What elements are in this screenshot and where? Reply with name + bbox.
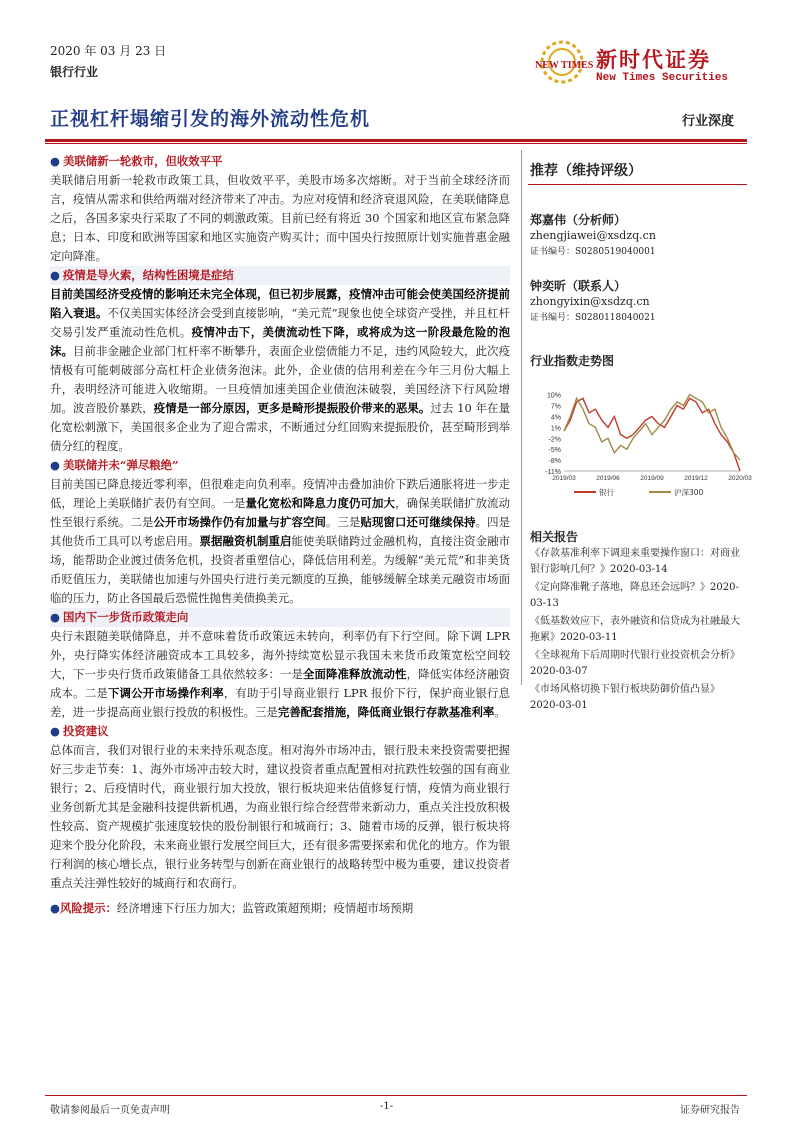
analyst-name: 郑嘉伟（分析师）: [530, 213, 627, 227]
body-text: 。: [494, 705, 506, 719]
header-rule-thin: [45, 143, 747, 144]
y-tick-label: -2%: [548, 436, 561, 444]
bullet-icon: ●: [50, 901, 60, 915]
bullet-icon: ●: [50, 610, 60, 624]
logo-mark-text: NEW TIMES: [535, 60, 594, 71]
bullet-icon: ●: [50, 268, 60, 282]
logo-emblem-icon: [532, 38, 592, 90]
body-text: 目前美国已降息接近零利率，但很难走向负利率。疫情冲击叠加油价下跌后通胀将进一步走低，理论上美联储扩表仍有空间。一是: [50, 477, 510, 510]
chart-title: 行业指数走势图: [530, 354, 615, 368]
emphasis-text: 贴现窗口还可继续保持: [360, 515, 476, 529]
x-tick-label: 2019/12: [684, 475, 708, 482]
x-tick-label: 2019/09: [640, 475, 664, 482]
analyst-cert: 证书编号：S0280118040021: [530, 313, 656, 323]
analyst-email[interactable]: zhongyixin@xsdzq.cn: [530, 295, 650, 308]
emphasis-text: 量化宽松和降息力度仍可加大: [245, 496, 396, 510]
report-type: 行业深度: [682, 114, 735, 129]
analyst-name: 钟奕昕（联系人）: [530, 279, 627, 293]
y-tick-label: 7%: [550, 403, 561, 411]
x-tick-label: 2019/06: [596, 475, 620, 482]
analyst-card: [530, 212, 656, 260]
emphasis-text: 公开市场操作仍有加量与扩容空间: [153, 515, 327, 529]
body-text: 央行未跟随美联储降息，并不意味着货币政策远未转向，利率仍有下行空间。除下调 LPR 外，央行降实体经济融资成本工具较多，海外持续宽松显示我国未来货币政策宽松空间较大，下一步央行货币政策储备工具依然较多：一是: [50, 629, 510, 681]
legend-label: 沪深300: [674, 488, 704, 497]
bullet-icon: ●: [50, 154, 60, 168]
footer-label: 证券研究报告: [680, 1105, 740, 1116]
bullet-icon: ●: [50, 724, 60, 738]
bullet-icon: ●: [50, 458, 60, 472]
body-text: 不仅美国实体经济会受到直接影响，“美元荒”现象也使全球资产受挫，并且杠杆交易引发严重流动性危机。: [50, 306, 510, 339]
body-text: ，确保美联储扩放流动性至银行系统。二是: [50, 496, 510, 529]
header-rule: [45, 139, 747, 142]
emphasis-text: 下调公开市场操作利率: [107, 686, 224, 700]
emphasis-text: 疫情冲击下，美债流动性下降，或将成为这一阶段最危险的泡沫。: [50, 325, 510, 358]
body-text: 。三是: [326, 515, 361, 529]
series-line-1: [564, 395, 740, 461]
analyst-cert: 证书编号：S0280519040001: [530, 247, 656, 257]
related-reports-title: 相关报告: [530, 530, 579, 544]
y-tick-label: -5%: [548, 447, 561, 455]
section-heading: ● 投资建议: [50, 724, 109, 738]
section-heading: ● 美联储新一轮救市，但收效平平: [50, 154, 223, 168]
footer-disclaimer: 敬请参阅最后一页免责声明: [50, 1105, 170, 1116]
x-tick-label: 2019/03: [552, 475, 576, 482]
company-logo: [532, 38, 742, 90]
body-text: 过去 10 年在量化宽松刺激下，美国很多企业为了迎合需求，不断通过分红回购来提振股价，甚至畸形到举债分红的程度。: [50, 401, 510, 453]
section-heading: ● 美联储并未“弹尽粮绝”: [50, 458, 179, 472]
risk-warning: ●风险提示：经济增速下行压力加大；监管政策超预期；疫情超市场预期: [50, 901, 414, 915]
index-trend-chart: [530, 385, 752, 505]
legend-label: 银行: [599, 488, 614, 497]
section-text: [50, 285, 510, 456]
y-tick-label: 4%: [550, 414, 561, 422]
body-text: 。四是其他货币工具可以考虑启用。: [50, 515, 510, 548]
body-text: 目前非金融企业部门杠杆率不断攀升，表面企业偿债能力不足，违约风险较大，此次疫情极有可能刺破部分高杠杆企业债务泡沫。此外，企业债的信用利差在今年三月份大幅上升，表明经济可能进入收缩期。一旦疫情加速美国企业债泡沫破裂，美国经济下行风险增加。波音股价暴跌，: [50, 344, 510, 415]
logo-english-name: New Times Securities: [596, 72, 729, 84]
section-text: [50, 475, 510, 608]
x-tick-label: 2020/03: [728, 475, 752, 482]
related-report-link[interactable]: 《存款基准利率下调迎来重要操作窗口：对商业银行影响几何？》2020-03-14: [530, 548, 740, 575]
recommendation-rule: [528, 184, 747, 185]
related-reports-list: [530, 546, 745, 716]
related-report-link[interactable]: 《定向降准靴子落地，降息还会远吗？》2020-03-13: [530, 582, 739, 609]
footer-rule: [45, 1095, 747, 1096]
related-report-link[interactable]: 《全球视角下后周期时代银行业投资机会分析》2020-03-07: [530, 650, 740, 677]
y-tick-label: -8%: [548, 458, 561, 466]
analyst-card: [530, 278, 656, 326]
emphasis-text: 票据融资机制重启: [199, 534, 292, 548]
section-text: [50, 627, 510, 722]
analyst-email[interactable]: zhengjiawei@xsdzq.cn: [530, 229, 656, 242]
body-text: ，降低实体经济融资成本。二是: [50, 667, 510, 700]
report-title: 正视杠杆塌缩引发的海外流动性危机: [50, 108, 371, 130]
main-body: [50, 152, 510, 918]
section-heading: ● 疫情是导火索，结构性困境是症结: [50, 266, 510, 285]
y-tick-label: 1%: [550, 425, 561, 433]
column-divider: [521, 150, 522, 685]
body-text: 能使美联储跨过金融机构，直接注资金融市场，能帮助企业渡过债务危机，投资者重塑信心，降低信用利差。为缓解“美元荒”和非美货币贬值压力，美联储也加速与外国央行进行美元额度的互换，能够缓解全球美元融资市场面临的压力，防止各国最后恐慌性抛售美债换美元。: [50, 534, 510, 605]
y-tick-label: 10%: [546, 392, 561, 400]
recommendation: 推荐（维持评级）: [530, 163, 642, 179]
related-report-link[interactable]: 《低基数效应下，表外融资和信贷成为社融最大拖累》2020-03-11: [530, 616, 740, 643]
report-date: 2020 年 03 月 23 日: [50, 44, 167, 58]
industry-label: 银行行业: [50, 65, 99, 79]
body-text: ，有助于引导商业银行 LPR 报价下行，保护商业银行息差，进一步提高商业银行投放的积极性。三是: [50, 686, 510, 719]
emphasis-text: 目前美国经济受疫情的影响还未完全体现，但已初步展露，疫情冲击可能会使美国经济提前陷入衰退。: [50, 287, 510, 320]
emphasis-text: 疫情是一部分原因，更多是畸形提振股价带来的恶果。: [153, 401, 431, 415]
emphasis-text: 完善配套措施，降低商业银行存款基准利率: [277, 705, 495, 719]
emphasis-text: 全面降准释放流动性: [303, 667, 407, 681]
related-report-link[interactable]: 《市场风格切换下银行板块防御价值凸显》2020-03-01: [530, 684, 720, 711]
section-text: 总体而言，我们对银行业的未来持乐观态度。相对海外市场冲击，银行股未来投资需要把握好三步走节奏：1、海外市场冲击较大时，建议投资者重点配置相对抗跌性较强的国有商业银行；2、后疫情时代，商业银行加大投放，银行板块迎来估值修复行情，疫情为商业银行业务创新尤其是金融科技提供新机遇，为商业银行综合经营带来新动力，重点关注投放积极性较高、资产规模扩张速度较快的股份制银行和城商行；3、随着市场的反弹，银行板块将迎来个股分化阶段，未来商业银行发展空间巨大，还有很多需要探索和优化的地方。作为银行利润的核心增长点，银行业务转型与创新在商业银行的战略转型中极为重要，建议投资者重点关注弹性较好的城商行和农商行。: [50, 743, 510, 890]
chart-svg: [530, 385, 752, 505]
y-tick-label: -11%: [545, 469, 561, 476]
section-heading: ● 国内下一步货币政策走向: [50, 608, 510, 627]
logo-chinese-name: 新时代证券: [596, 47, 711, 72]
page-number: -1-: [380, 1101, 394, 1112]
section-text: 美联储启用新一轮救市政策工具，但收效平平，美股市场多次熔断。对于当前全球经济而言，疫情从需求和供给两端对经济带来了冲击。为应对疫情和经济衰退风险，在美联储降息之后，各国多家央行采取了不同的刺激政策。目前已经有将近 30 个国家和地区宣布紧急降息；日本、印度和欧洲等国家和地区实施资产购买计；而中国央行按照原计划实施普惠金融定向降准。: [50, 173, 510, 263]
